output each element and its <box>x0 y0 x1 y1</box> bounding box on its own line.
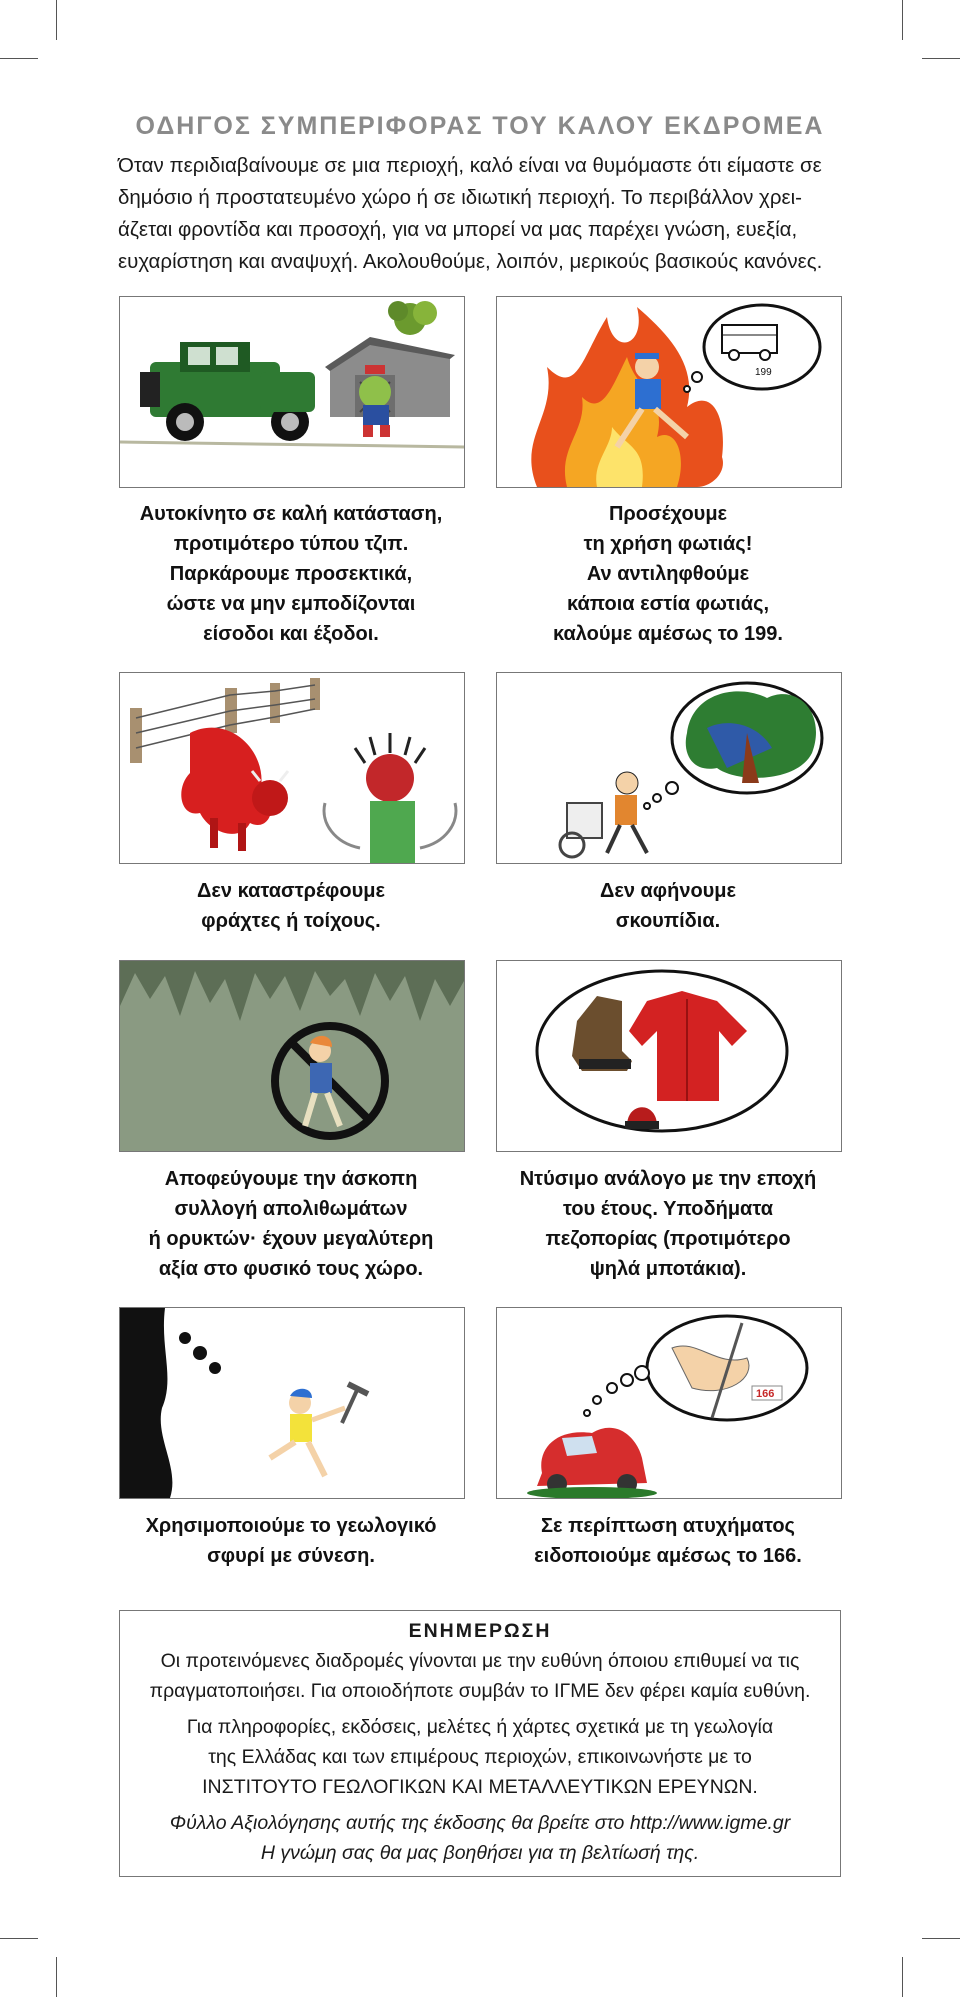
caption-line: καλούμε αμέσως το 199. <box>553 623 783 645</box>
intro-line: άζεται φροντίδα και προσοχή, για να μπορεί να μας παρέχει γνώση, ευεξία, <box>118 218 798 241</box>
no-collecting-illustration <box>119 960 465 1152</box>
caption-line: Δεν αφήνουμε <box>599 880 737 902</box>
caption-line: Αυτοκίνητο σε καλή κατάσταση, <box>139 503 443 525</box>
caption-line: πεζοπορίας (προτιμότερο <box>545 1228 791 1250</box>
caption-line: Αποφεύγουμε την άσκοπη <box>164 1168 418 1190</box>
disclaimer-line: Οι προτεινόμενες διαδρομές γίνονται με την ευθύνη όποιου επιθυμεί να τις <box>160 1650 800 1672</box>
rule-caption <box>101 499 481 649</box>
contact-line: ΙΝΣΤΙΤΟΥΤΟ ΓΕΩΛΟΓΙΚΩΝ ΚΑΙ ΜΕΤΑΛΛΕΥΤΙΚΩΝ ΕΡΕΥΝΩΝ. <box>202 1776 758 1798</box>
intro-line: δημόσιο ή προστατευμένο χώρο ή σε ιδιωτική περιοχή. Το περιβάλλον χρει- <box>118 186 802 209</box>
rule-caption <box>478 499 858 649</box>
rule-caption <box>101 1511 481 1571</box>
caption-line: σκουπίδια. <box>615 910 721 932</box>
rule-caption <box>478 1511 858 1571</box>
caption-line: συλλογή απολιθωμάτων <box>174 1198 408 1220</box>
crop-mark <box>902 0 903 40</box>
caption-line: Σε περίπτωση ατυχήματος <box>541 1515 795 1537</box>
crop-mark <box>902 1957 903 1997</box>
intro-paragraph <box>118 150 844 278</box>
crop-mark <box>922 1938 960 1939</box>
caption-line: ψηλά μποτάκια). <box>589 1258 747 1280</box>
crop-mark <box>56 1957 57 1997</box>
disclaimer-line: πραγματοποιήσει. Για οποιοδήποτε συμβάν το ΙΓΜΕ δεν φέρει καμία ευθύνη. <box>149 1680 811 1702</box>
caption-line: τη χρήση φωτιάς! <box>583 533 753 555</box>
jeep-illustration <box>119 296 465 488</box>
caption-line: Προσέχουμε <box>608 503 728 525</box>
caption-line: Αν αντιληφθούμε <box>586 563 750 585</box>
litter-illustration <box>496 672 842 864</box>
caption-line: αξία στο φυσικό τους χώρο. <box>158 1258 424 1280</box>
feedback-line: Φύλλο Αξιολόγησης αυτής της έκδοσης θα βρείτε στο http://www.igme.gr <box>169 1812 791 1834</box>
page-title: ΟΔΗΓΟΣ ΣΥΜΠΕΡΙΦΟΡΑΣ ΤΟΥ ΚΑΛΟΥ ΕΚΔΡΟΜΕΑ <box>135 112 825 140</box>
caption-line: φράχτες ή τοίχους. <box>201 910 381 932</box>
caption-line: ειδοποιούμε αμέσως το 166. <box>534 1545 802 1567</box>
caption-line: ή ορυκτών· έχουν μεγαλύτερη <box>148 1228 434 1250</box>
rule-caption <box>478 1164 858 1284</box>
caption-line: Χρησιμοποιούμε το γεωλογικό <box>145 1515 437 1537</box>
bull-fence-illustration <box>119 672 465 864</box>
fire-illustration <box>496 296 842 488</box>
accident-illustration <box>496 1307 842 1499</box>
crop-mark <box>0 58 38 59</box>
crop-mark <box>0 1938 38 1939</box>
rule-caption <box>478 876 858 936</box>
intro-line: ευχαρίστηση και αναψυχή. Ακολουθούμε, λοιπόν, μερικούς βασικούς κανόνες. <box>118 250 823 273</box>
caption-line: κάποια εστία φωτιάς, <box>566 593 770 615</box>
bubble-number: 199 <box>755 367 772 378</box>
crop-mark <box>922 58 960 59</box>
bubble-number: 166 <box>756 1388 775 1400</box>
crop-mark <box>56 0 57 40</box>
contact-line: Για πληροφορίες, εκδόσεις, μελέτες ή χάρτες σχετικά με τη γεωλογία <box>186 1716 774 1738</box>
information-box <box>119 1610 841 1877</box>
rule-caption <box>101 876 481 936</box>
caption-line: ώστε να μην εμποδίζονται <box>166 593 416 615</box>
caption-line: προτιμότερο τύπου τζιπ. <box>173 533 409 555</box>
information-heading: ΕΝΗΜΕΡΩΣΗ <box>408 1620 552 1642</box>
intro-line: Όταν περιδιαβαίνουμε σε μια περιοχή, καλό είναι να θυμόμαστε ότι είμαστε σε <box>118 154 822 177</box>
feedback-line: Η γνώμη σας θα μας βοηθήσει για τη βελτίωσή της. <box>260 1842 700 1864</box>
caption-line: είσοδοι και έξοδοι. <box>203 623 379 645</box>
contact-line: της Ελλάδας και των επιμέρους περιοχών, επικοινωνήστε με το <box>208 1746 752 1768</box>
caption-line: σφυρί με σύνεση. <box>207 1545 375 1567</box>
clothing-illustration <box>496 960 842 1152</box>
caption-line: του έτους. Υποδήματα <box>562 1198 774 1220</box>
caption-line: Δεν καταστρέφουμε <box>197 880 385 902</box>
hammer-illustration <box>119 1307 465 1499</box>
rule-caption <box>101 1164 481 1284</box>
caption-line: Παρκάρουμε προσεκτικά, <box>169 563 413 585</box>
caption-line: Ντύσιμο ανάλογο με την εποχή <box>519 1168 817 1190</box>
